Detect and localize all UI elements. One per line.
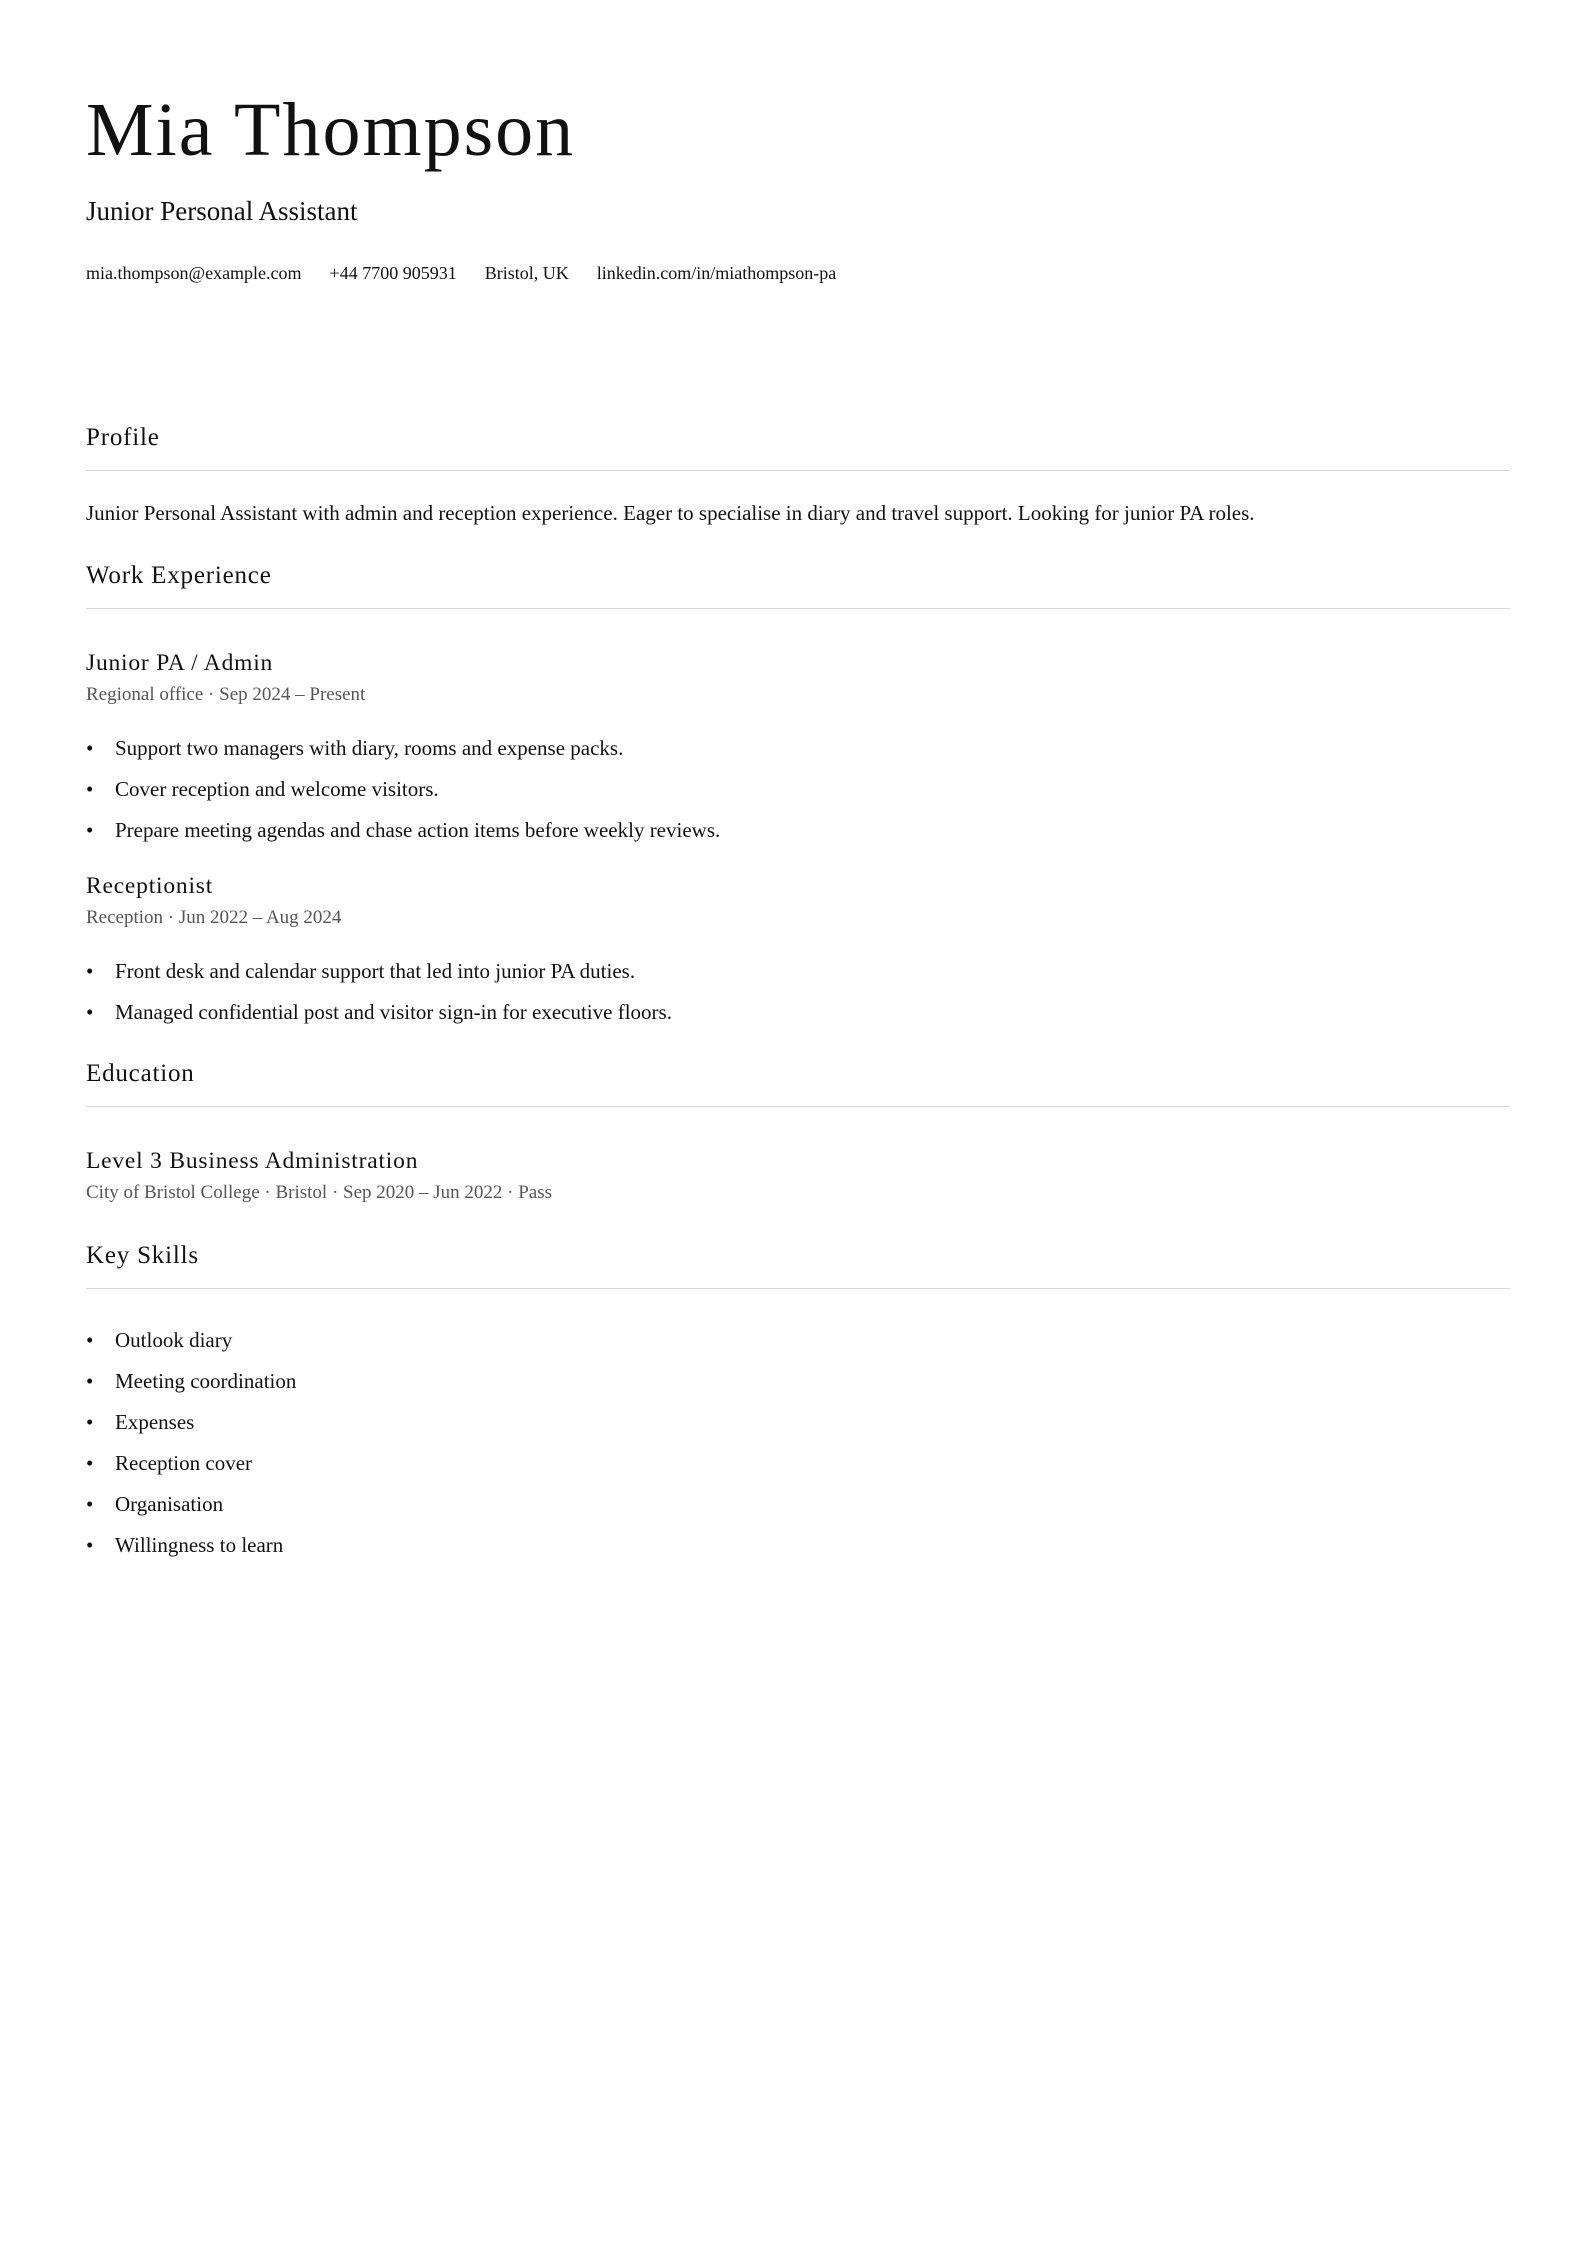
education-meta: City of Bristol College · Bristol · Sep 2020 – Jun 2022 · Pass xyxy=(86,1182,553,1203)
bullet-icon: • xyxy=(86,959,94,983)
bullet-icon: • xyxy=(86,1328,94,1352)
skill-label: Willingness to learn xyxy=(115,1533,284,1557)
contact-email[interactable]: mia.thompson@example.com xyxy=(86,263,302,283)
bullet-icon: • xyxy=(86,736,94,760)
skill-label: Organisation xyxy=(115,1492,224,1516)
section-divider xyxy=(86,1288,1510,1289)
bullet-icon: • xyxy=(86,1451,94,1475)
section-title-experience: Work Experience xyxy=(86,562,272,589)
section-divider xyxy=(86,608,1510,609)
bullet-icon: • xyxy=(86,1410,94,1434)
section-title-profile: Profile xyxy=(86,424,160,451)
job-title: Receptionist xyxy=(86,873,214,899)
candidate-role: Junior Personal Assistant xyxy=(86,196,358,226)
section-divider xyxy=(86,470,1510,471)
bullet-icon: • xyxy=(86,1492,94,1516)
job-meta: Regional office · Sep 2024 – Present xyxy=(86,684,366,705)
profile-summary: Junior Personal Assistant with admin and reception experience. Eager to specialise in diary and travel support. Looking for junior PA roles. xyxy=(86,501,1255,525)
section-title-education: Education xyxy=(86,1060,195,1087)
skill-label: Outlook diary xyxy=(115,1328,233,1352)
bullet-icon: • xyxy=(86,1369,94,1393)
bullet-icon: • xyxy=(86,1533,94,1557)
list-item-text: Prepare meeting agendas and chase action items before weekly reviews. xyxy=(115,818,721,842)
list-item-text: Cover reception and welcome visitors. xyxy=(115,777,439,801)
bullet-icon: • xyxy=(86,1000,94,1024)
job-title: Junior PA / Admin xyxy=(86,650,274,676)
section-title-skills: Key Skills xyxy=(86,1242,199,1269)
skill-label: Reception cover xyxy=(115,1451,253,1475)
list-item-text: Support two managers with diary, rooms and expense packs. xyxy=(115,736,624,760)
list-item-text: Managed confidential post and visitor sign-in for executive floors. xyxy=(115,1000,672,1024)
section-divider xyxy=(86,1106,1510,1107)
contact-phone[interactable]: +44 7700 905931 xyxy=(329,263,457,283)
contact-location: Bristol, UK xyxy=(484,263,569,283)
bullet-icon: • xyxy=(86,818,94,842)
job-meta: Reception · Jun 2022 – Aug 2024 xyxy=(86,907,342,928)
candidate-name: Mia Thompson xyxy=(86,88,576,172)
skill-label: Expenses xyxy=(115,1410,195,1434)
contact-line xyxy=(86,264,836,282)
skill-label: Meeting coordination xyxy=(115,1369,297,1393)
list-item-text: Front desk and calendar support that led into junior PA duties. xyxy=(115,959,636,983)
bullet-icon: • xyxy=(86,777,94,801)
education-qualification: Level 3 Business Administration xyxy=(86,1148,419,1174)
contact-linkedin[interactable]: linkedin.com/in/miathompson-pa xyxy=(596,263,837,283)
